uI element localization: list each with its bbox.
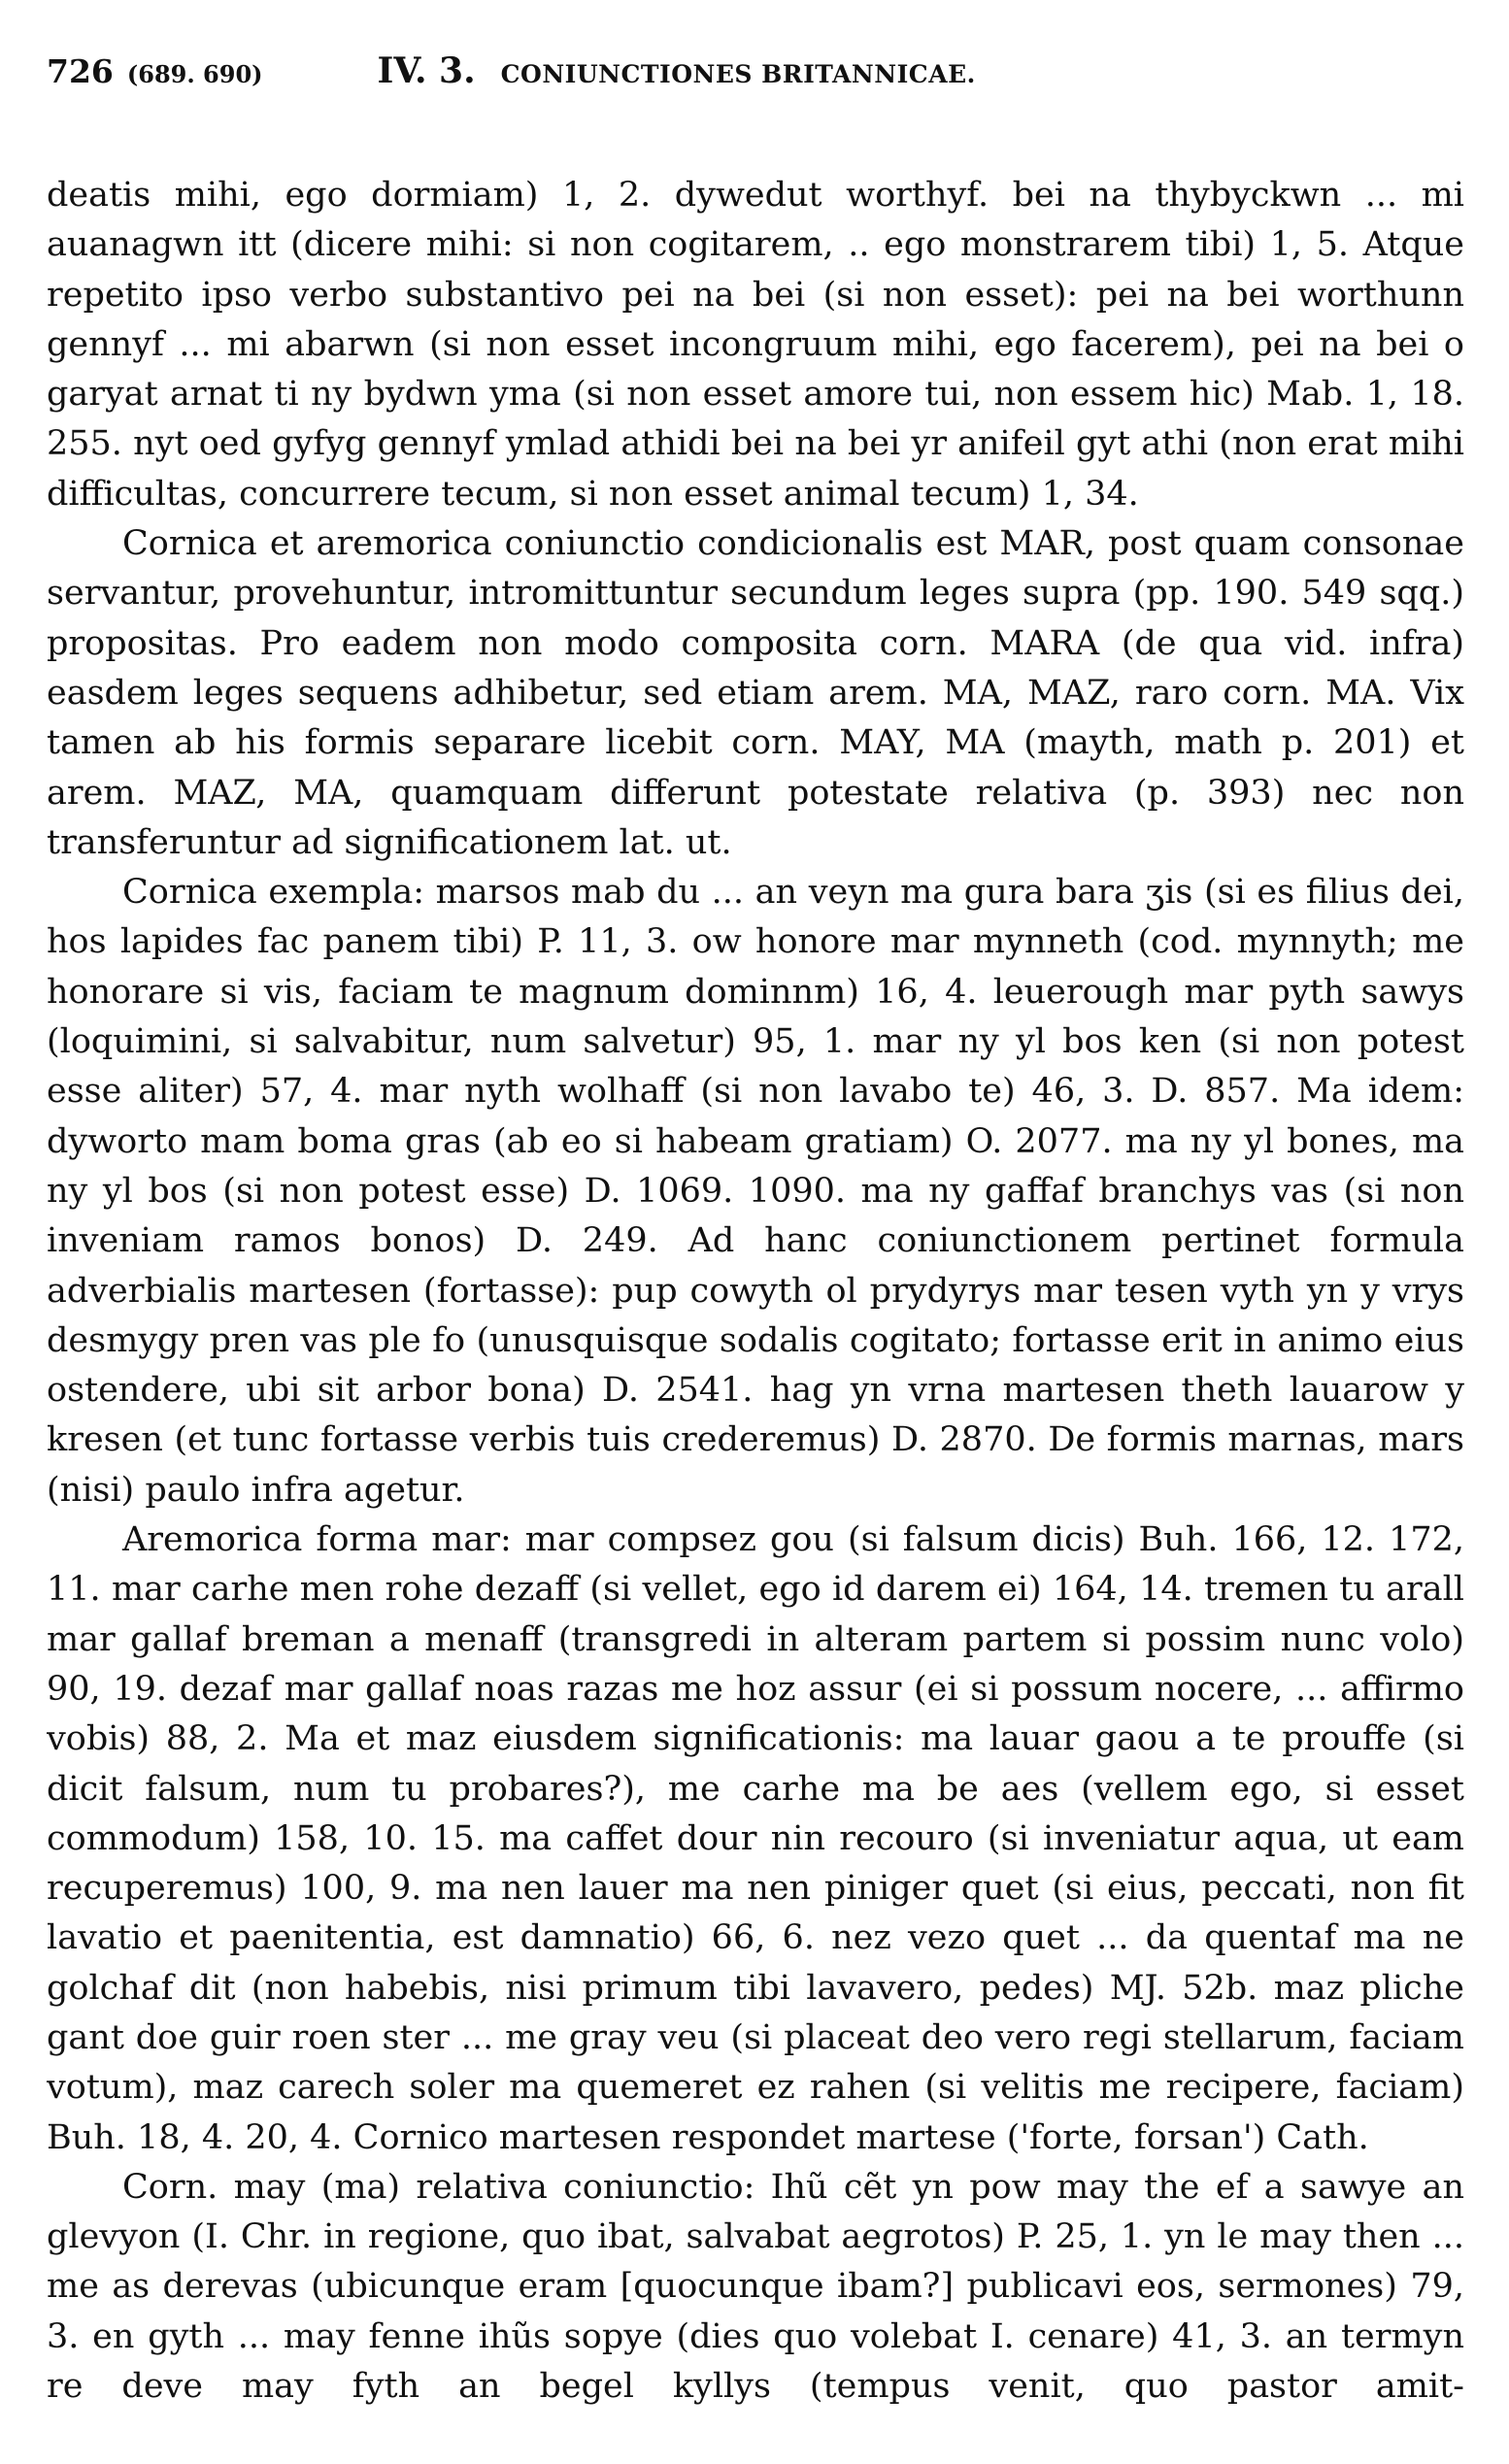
- page-reference: (689. 690): [126, 60, 263, 88]
- body-text: [47, 171, 1464, 2412]
- paragraph: Aremorica forma mar: mar compsez gou (si falsum dicis) Buh. 166, 12. 172, 11. mar carhe men rohe dezaff (si vellet, ego id darem ei) 164, 14. tremen tu arall mar gallaf breman a menaff (transgredi in alteram partem si possim nunc volo) 90, 19. dezaf mar gallaf noas razas me hoz assur (ei si possum nocere, ... affirmo vobis) 88, 2. Ma et maz eiusdem significationis: ma lauar gaou a te prouffe (si dicit falsum, num tu probares?), me carhe ma be aes (vellem ego, si esset commodum) 158, 10. 15. ma caffet dour nin recouro (si inveniatur aqua, ut eam recuperemus) 100, 9. ma nen lauer ma nen piniger quet (si eius, peccati, non fit lavatio et paenitentia, est damnatio) 66, 6. nez vezo quet ... da quentaf ma ne golchaf dit (non habebis, nisi primum tibi lavavero, pedes) MJ. 52b. maz pliche gant doe guir roen ster ... me gray veu (si placeat deo vero regi stellarum, faciam votum), maz carech soler ma quemeret ez rahen (si velitis me recipere, faciam) Buh. 18, 4. 20, 4. Cornico martesen respondet martese ('forte, forsan') Cath.: [47, 1520, 1464, 2157]
- paragraph: Corn. may (ma) relativa coniunctio: Ihũ cẽt yn pow may the ef a sawye an glevyon (I. Chr. in regione, quo ibat, salvabat aegrotos) P. 25, 1. yn le may then ... me as derevas (ubicunque eram [quocunque ibam?] publicavi eos, sermones) 79, 3. en gyth ... may fenne ihũs sopye (dies quo volebat I. cenare) 41, 3. an termyn re deve may fyth an begel kyllys (tempus venit, quo pastor amit-: [47, 2167, 1464, 2407]
- section-title: CONIUNCTIONES BRITANNICAE.: [500, 60, 976, 88]
- paragraph: deatis mihi, ego dormiam) 1, 2. dywedut worthyf. bei na thybyckwn ... mi auanagwn itt (dicere mihi: si non cogitarem, .. ego monstrarem tibi) 1, 5. Atque repetito ipso verbo substantivo pei na bei (si non esset): pei na bei worthunn gennyf ... mi abarwn (si non esset incongruum mihi, ego facerem), pei na bei o garyat arnat ti ny bydwn yma (si non esset amore tui, non essem hic) Mab. 1, 18. 255. nyt oed gyfyg gennyf ymlad athidi bei na bei yr anifeil gyt athi (non erat mihi difficultas, concurrere tecum, si non esset animal tecum) 1, 34.: [47, 176, 1464, 514]
- running-head: [47, 50, 1464, 113]
- book-page: [47, 50, 1464, 2439]
- page-number: 726: [47, 52, 114, 90]
- paragraph: Cornica et aremorica coniunctio condicionalis est MAR, post quam consonae servantur, provehuntur, intromittuntur secundum leges supra (pp. 190. 549 sqq.) propositas. Pro eadem non modo composita corn. MARA (de qua vid. infra) easdem leges sequens adhibetur, sed etiam arem. MA, MAZ, raro corn. MA. Vix tamen ab his formis separare licebit corn. MAY, MA (mayth, math p. 201) et arem. MAZ, MA, quamquam differunt potestate relativa (p. 393) nec non transferuntur ad significationem lat. ut.: [47, 524, 1464, 862]
- section-number: IV. 3.: [377, 50, 476, 91]
- paragraph: Cornica exempla: marsos mab du ... an veyn ma gura bara ʒis (si es filius dei, hos lapides fac panem tibi) P. 11, 3. ow honore mar mynneth (cod. mynnyth; me honorare si vis, faciam te magnum dominnm) 16, 4. leuerough mar pyth sawys (loquimini, si salvabitur, num salvetur) 95, 1. mar ny yl bos ken (si non potest esse aliter) 57, 4. mar nyth wolhaff (si non lavabo te) 46, 3. D. 857. Ma idem: dyworto mam boma gras (ab eo si habeam gratiam) O. 2077. ma ny yl bones, ma ny yl bos (si non potest esse) D. 1069. 1090. ma ny gaffaf branchys vas (si non inveniam ramos bonos) D. 249. Ad hanc coniunctionem pertinet formula adverbialis martesen (fortasse): pup cowyth ol prydyrys mar tesen vyth yn y vrys desmygy pren vas ple fo (unusquisque sodalis cogitato; fortasse erit in animo eius ostendere, ubi sit arbor bona) D. 2541. hag yn vrna martesen theth lauarow y kresen (et tunc fortasse verbis tuis crederemus) D. 2870. De formis marnas, mars (nisi) paulo infra agetur.: [47, 873, 1464, 1510]
